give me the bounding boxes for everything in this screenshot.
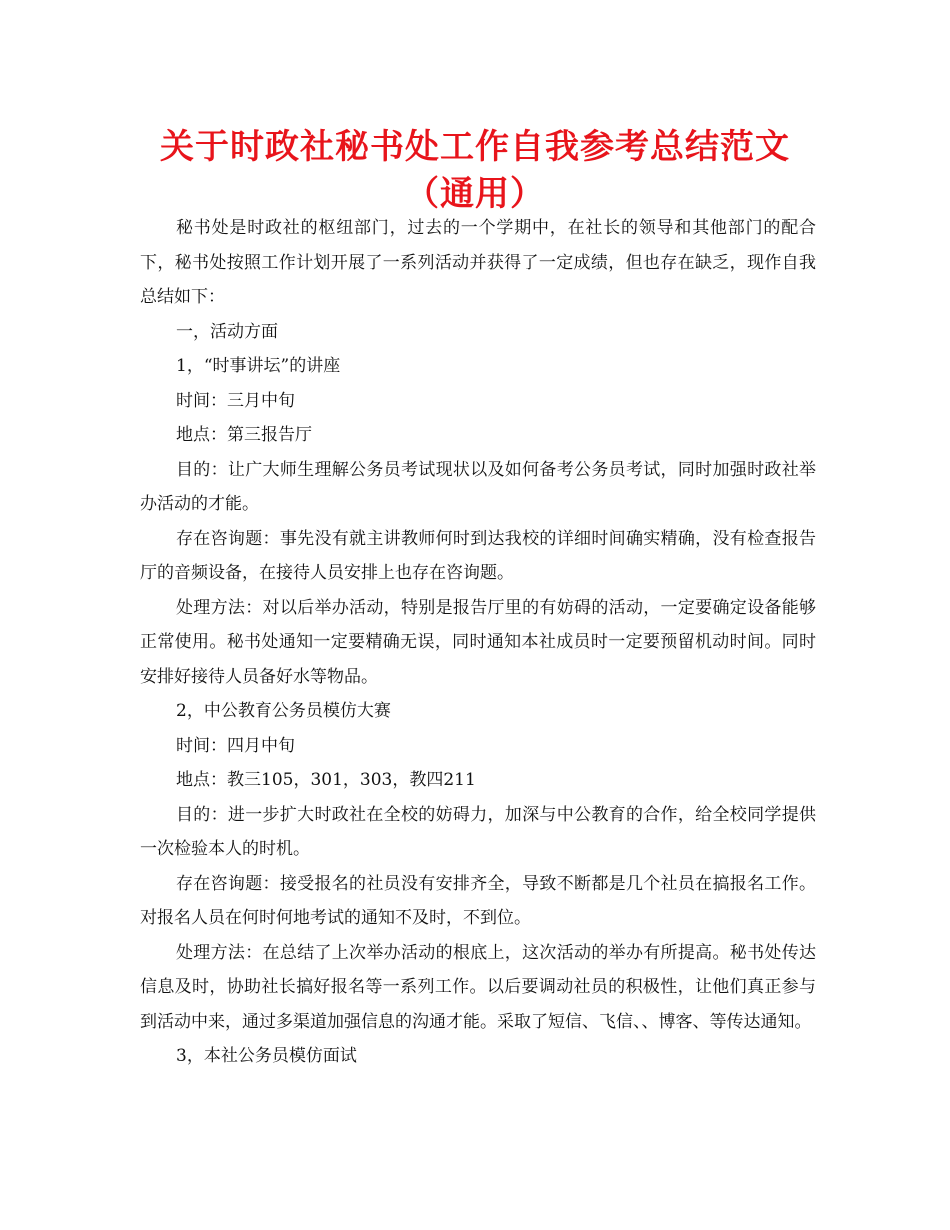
activity-2-purpose: 目的：进一步扩大时政社在全校的妨碍力，加深与中公教育的合作，给全校同学提供一次检验本人的时机。 bbox=[140, 804, 816, 859]
activity-1-purpose: 目的：让广大师生理解公务员考试现状以及如何备考公务员考试，同时加强时政社举办活动的才能。 bbox=[140, 459, 816, 514]
activity-1-solution: 处理方法：对以后举办活动，特别是报告厅里的有妨碍的活动，一定要确定设备能够正常使用。秘书处通知一定要精确无误，同时通知本社成员时一定要预留机动时间。同时安排好接待人员备好水等物品。 bbox=[140, 597, 816, 687]
activity-1-problems: 存在咨询题：事先没有就主讲教师何时到达我校的详细时间确实精确，没有检查报告厅的音频设备，在接待人员安排上也存在咨询题。 bbox=[140, 528, 816, 583]
document-title: 关于时政社秘书处工作自我参考总结范文（通用） bbox=[160, 127, 790, 214]
activity-3-heading: 3，本社公务员模仿面试 bbox=[176, 1046, 357, 1066]
activity-2-problems: 存在咨询题：接受报名的社员没有安排齐全，导致不断都是几个社员在搞报名工作。对报名人员在何时何地考试的通知不及时，不到位。 bbox=[140, 873, 816, 928]
paragraph-intro: 秘书处是时政社的枢纽部门，过去的一个学期中，在社长的领导和其他部门的配合下，秘书处按照工作计划开展了一系列活动并获得了一定成绩，但也存在缺乏，现作自我总结如下： bbox=[140, 218, 816, 307]
activity-2-heading: 2，中公教育公务员模仿大赛 bbox=[176, 701, 391, 721]
activity-1-location: 地点：第三报告厅 bbox=[176, 425, 312, 445]
activity-1-heading: 1，“时事讲坛”的讲座 bbox=[176, 356, 341, 376]
document-body bbox=[140, 211, 816, 1074]
activity-2-solution: 处理方法：在总结了上次举办活动的根底上，这次活动的举办有所提高。秘书处传达信息及时，协助社长搞好报名等一系列工作。以后要调动社员的积极性，让他们真正参与到活动中来，通过多渠道加强信息的沟通才能。采取了短信、飞信、、博客、等传达通知。 bbox=[140, 942, 816, 1032]
section-heading-activities: 一，活动方面 bbox=[176, 321, 278, 342]
activity-2-location: 地点：教三105，301，303，教四211 bbox=[176, 770, 476, 790]
activity-2-time: 时间：四月中旬 bbox=[176, 735, 295, 756]
activity-1-time: 时间：三月中旬 bbox=[176, 390, 295, 411]
